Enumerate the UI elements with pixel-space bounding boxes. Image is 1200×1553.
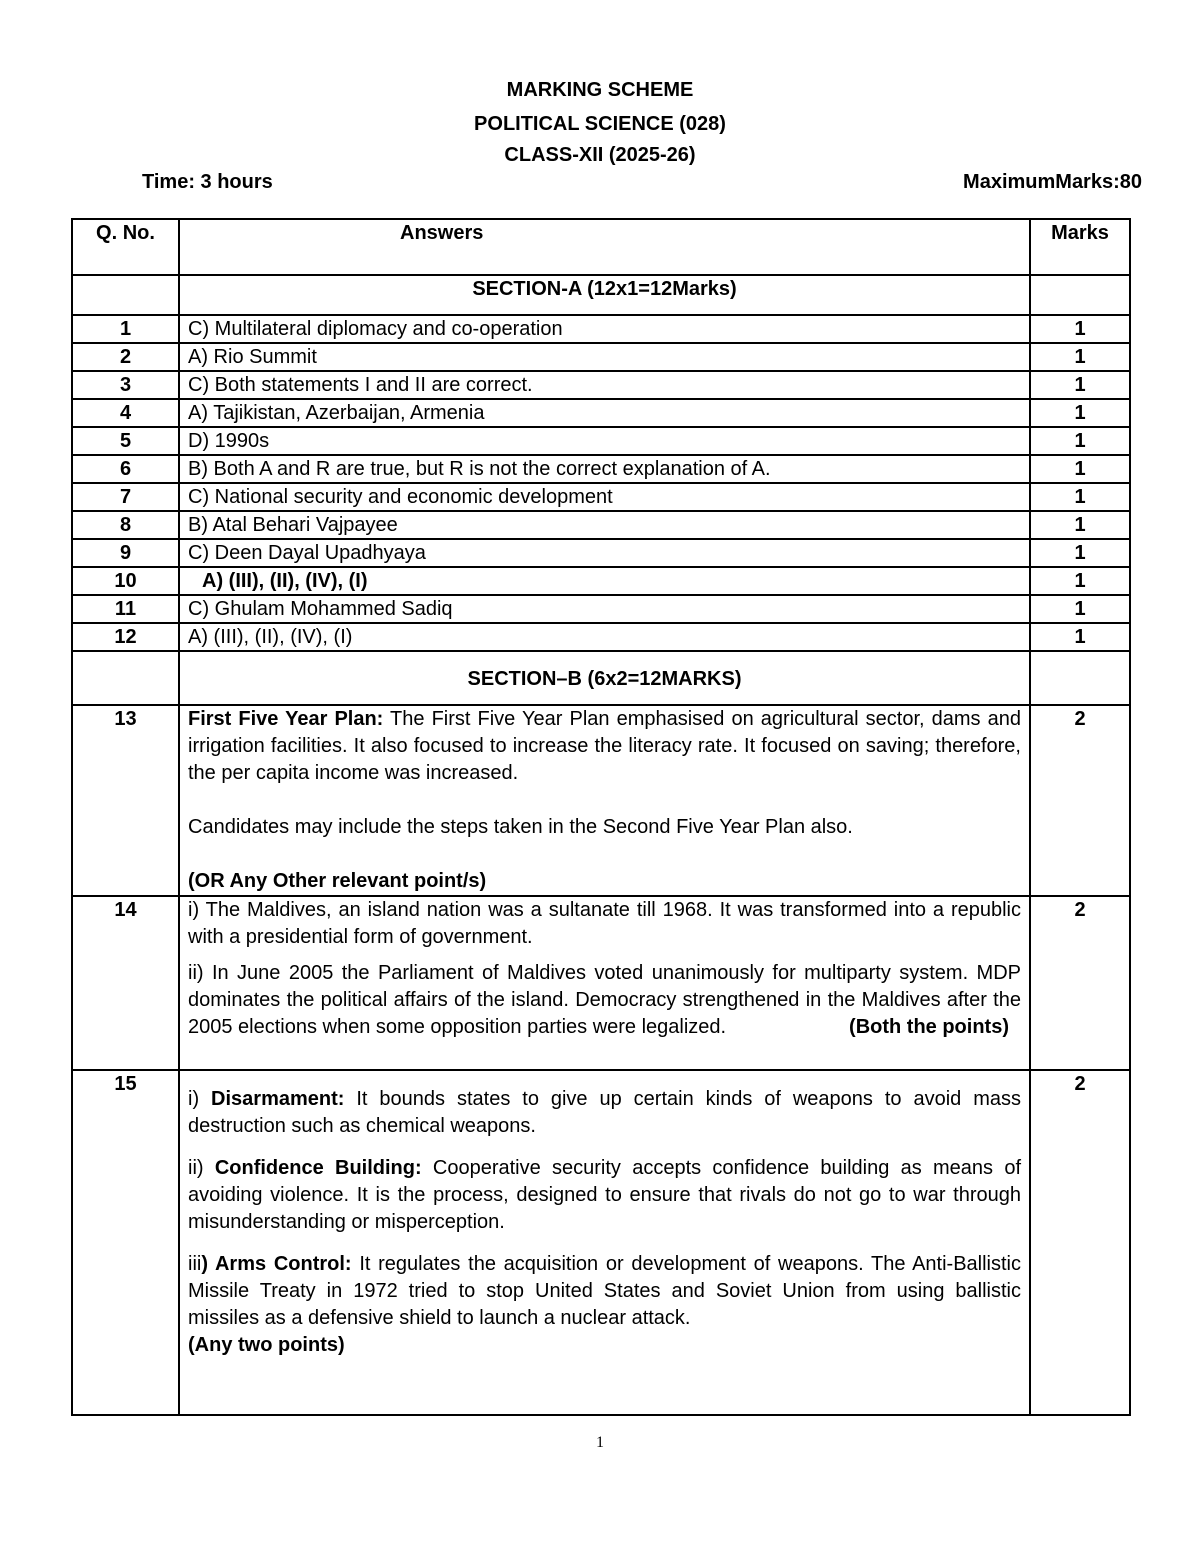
- marks-value: 1: [1030, 539, 1130, 567]
- marks-value: 1: [1030, 399, 1130, 427]
- section-a-row: [72, 275, 1130, 315]
- any-two-note: (Any two points): [188, 1334, 345, 1356]
- question-number: 2: [72, 343, 179, 371]
- answer-text: C) Multilateral diplomacy and co-operation: [179, 315, 1030, 343]
- answer-label: Disarmament:: [211, 1088, 345, 1110]
- section-a-title: SECTION-A (12x1=12Marks): [179, 275, 1030, 315]
- answer-text: C) Both statements I and II are correct.: [179, 371, 1030, 399]
- question-number: 15: [72, 1070, 179, 1415]
- marks-value: 1: [1030, 483, 1130, 511]
- question-number: 4: [72, 399, 179, 427]
- subject-title: POLITICAL SCIENCE (028): [474, 113, 726, 135]
- answer-paragraph: [188, 960, 1021, 1041]
- answer-text: B) Atal Behari Vajpayee: [179, 511, 1030, 539]
- answer-text: A) (III), (II), (IV), (I): [179, 623, 1030, 651]
- marks-value: 1: [1030, 315, 1130, 343]
- table-row: [72, 623, 1130, 651]
- answer-text: B) Both A and R are true, but R is not the correct explanation of A.: [179, 455, 1030, 483]
- answer-text: A) Rio Summit: [179, 343, 1030, 371]
- answer-text: It bounds states to give up certain kinds of weapons to avoid mass destruction such as chemical weapons.: [188, 1088, 1021, 1137]
- marks-value: 1: [1030, 567, 1130, 595]
- answer-text: Cooperative security accepts confidence building as means of avoiding violence. It is the process, designed to ensure that rivals do not go to war through misunderstanding or misperception.: [188, 1157, 1021, 1233]
- question-number: 10: [72, 567, 179, 595]
- question-number: 5: [72, 427, 179, 455]
- section-b-title: SECTION–B (6x2=12MARKS): [179, 651, 1030, 705]
- marks-value: 2: [1030, 1070, 1130, 1415]
- question-number: 11: [72, 595, 179, 623]
- marks-header: Marks: [1030, 219, 1130, 275]
- empty-cell: [72, 651, 179, 705]
- table-row: [72, 511, 1130, 539]
- table-row: [72, 315, 1130, 343]
- marks-value: 1: [1030, 455, 1130, 483]
- table-row: [72, 567, 1130, 595]
- table-row: [72, 343, 1130, 371]
- qno-header: Q. No.: [72, 219, 179, 275]
- answer-text: D) 1990s: [179, 427, 1030, 455]
- answer-text: ii) In June 2005 the Parliament of Maldives voted unanimously for multiparty system. MDP dominates the political affairs of the island. Democracy strengthened in the Maldives after the 2005 elections when some opposition parties were legalized.: [188, 962, 1021, 1038]
- answer-prefix: iii: [188, 1253, 202, 1275]
- answer-cell: [179, 1070, 1030, 1415]
- answer-note: Candidates may include the steps taken in the Second Five Year Plan also.: [188, 816, 853, 838]
- table-row: [72, 371, 1130, 399]
- answer-or-note: (OR Any Other relevant point/s): [188, 870, 487, 892]
- table-row: [72, 455, 1130, 483]
- answer-paragraph: [188, 1155, 1021, 1236]
- table-row: [72, 1070, 1130, 1415]
- table-row: [72, 896, 1130, 1070]
- answer-text: The First Five Year Plan emphasised on agricultural sector, dams and irrigation facilities. It also focused to increase the literacy rate. It focused on saving; therefore, the per capita income was increased.: [188, 708, 1021, 784]
- question-number: 9: [72, 539, 179, 567]
- question-number: 12: [72, 623, 179, 651]
- answer-label: ) Arms Control:: [201, 1253, 352, 1275]
- table-row: [72, 705, 1130, 896]
- answer-text: C) Ghulam Mohammed Sadiq: [179, 595, 1030, 623]
- answer-prefix: i): [188, 1088, 212, 1110]
- time-label: Time: 3 hours: [142, 171, 273, 193]
- table-row: [72, 483, 1130, 511]
- answer-cell: [179, 896, 1030, 1070]
- max-marks-label: MaximumMarks:80: [963, 171, 1142, 193]
- class-title: CLASS-XII (2025-26): [504, 144, 696, 166]
- question-number: 13: [72, 705, 179, 896]
- marking-table: [71, 218, 1131, 1416]
- empty-cell: [72, 275, 179, 315]
- question-number: 3: [72, 371, 179, 399]
- answer-label: First Five Year Plan:: [188, 708, 384, 730]
- table-header-row: [72, 219, 1130, 275]
- answer-paragraph: [188, 1251, 1021, 1332]
- answer-text: It regulates the acquisition or development of weapons. The Anti-Ballistic Missile Treaty in 1972 tried to stop United States and Soviet Union from using ballistic missiles as a defensive shield to launch a nuclear attack.: [188, 1253, 1021, 1329]
- answer-text: C) Deen Dayal Upadhyaya: [179, 539, 1030, 567]
- answers-header: Answers: [179, 219, 1030, 275]
- question-number: 6: [72, 455, 179, 483]
- answer-text: A) Tajikistan, Azerbaijan, Armenia: [179, 399, 1030, 427]
- marks-value: 1: [1030, 371, 1130, 399]
- answer-prefix: ii): [188, 1157, 215, 1179]
- marks-value: 1: [1030, 595, 1130, 623]
- section-b-row: [72, 651, 1130, 705]
- marks-value: 1: [1030, 427, 1130, 455]
- question-number: 14: [72, 896, 179, 1070]
- answer-label: Confidence Building:: [214, 1157, 422, 1179]
- answer-paragraph: [188, 1086, 1021, 1140]
- question-number: 8: [72, 511, 179, 539]
- answer-paragraph: i) The Maldives, an island nation was a sultanate till 1968. It was transformed into a republic with a presidential form of government.: [188, 899, 1021, 948]
- marks-value: 1: [1030, 343, 1130, 371]
- answer-cell: [179, 705, 1030, 896]
- scheme-title: MARKING SCHEME: [506, 79, 694, 101]
- question-number: 1: [72, 315, 179, 343]
- empty-cell: [1030, 651, 1130, 705]
- page-number: 1: [596, 1434, 604, 1451]
- table-row: [72, 427, 1130, 455]
- table-row: [72, 595, 1130, 623]
- both-points-note: (Both the points): [849, 1016, 1009, 1038]
- marks-value: 2: [1030, 896, 1130, 1070]
- answer-text: C) National security and economic development: [179, 483, 1030, 511]
- question-number: 7: [72, 483, 179, 511]
- answer-text: A) (III), (II), (IV), (I): [179, 567, 1030, 595]
- marks-value: 1: [1030, 511, 1130, 539]
- empty-cell: [1030, 275, 1130, 315]
- table-row: [72, 399, 1130, 427]
- table-row: [72, 539, 1130, 567]
- answer-paragraph: [188, 706, 1021, 787]
- marks-value: 2: [1030, 705, 1130, 896]
- marks-value: 1: [1030, 623, 1130, 651]
